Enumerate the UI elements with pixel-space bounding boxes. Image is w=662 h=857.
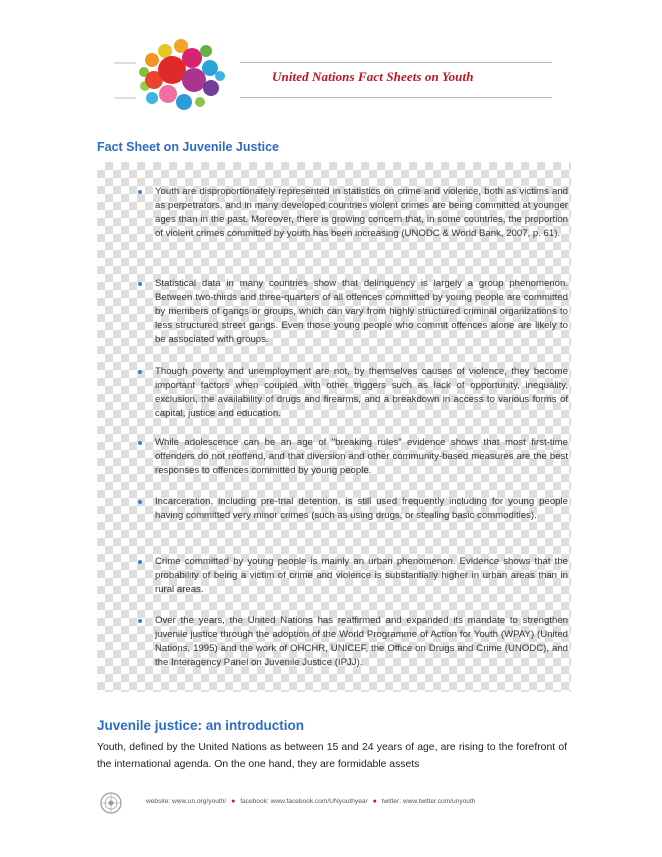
fact-box [97,162,571,692]
fact-text: Though poverty and unemployment are not, by themselves causes of violence, they become important factors when coupled with other triggers such as lack of opportunity, inequality, exclusion, the availability of drugs and firearms, and a breakdown in access to various forms of capital, justice and education. [155,366,568,419]
section-heading-intro: Juvenile justice: an introduction [97,718,305,733]
fact-text: While adolescence can be an age of "breaking rules" evidence shows that most first-time offenders do not reoffend, and that diversion and other community-based measures are the best responses to offences committed by young people. [155,437,568,476]
twitter-link[interactable]: twitter: www.twitter.com/unyouth [381,798,476,805]
fact-text: Youth are disproportionately represented in statistics on crime and violence, both as victims and as perpetrators, and in many developed countries violent crimes are being committed at younger ages than in the past. Moreover, there is growing concern that, in some countries, the proportion of violent crimes committed by youth has been increasing (UNODC & World Bank, 2007, p. 61). [155,186,568,239]
fact-bullet [155,495,568,523]
fact-bullet [155,185,568,241]
header-rule-top [240,62,552,63]
header-title: United Nations Fact Sheets on Youth [272,69,474,84]
un-emblem-icon [100,792,122,814]
page-footer [100,792,570,816]
un-youth-logo [114,36,238,116]
fact-bullet [155,277,568,347]
facebook-link[interactable]: facebook: www.facebook.com/UNyouthyear [240,798,368,805]
bullet-dot-icon [138,370,142,374]
fact-bullet [155,436,568,478]
bullet-dot-icon [138,619,142,623]
fact-sheet-title: Fact Sheet on Juvenile Justice [97,140,280,154]
bullet-dot-icon [138,500,142,504]
bullet-dot-icon [138,441,142,445]
intro-paragraph: Youth, defined by the United Nations as between 15 and 24 years of age, are rising to the forefront of the international agenda. On the one hand, they are formidable assets [97,742,567,770]
fact-text: Incarceration, including pre-trial detention, is still used frequently including for young people having committed very minor crimes (such as using drugs, or stealing basic commodities). [155,496,568,521]
bullet-dot-icon [138,282,142,286]
fact-bullet [155,555,568,597]
fact-text: Statistical data in many countries show that delinquency is largely a group phenomenon. Between two-thirds and three-quarters of all offences committed by young people are committed by members of gangs or groups, which can vary from highly structured criminal organizations to less structured street gangs. Even those young people who commit offences alone are likely to be associated with groups. [155,278,568,345]
separator-dot-icon: ● [231,798,236,805]
header-rule-bottom [240,97,552,98]
website-link[interactable]: website: www.un.org/youth/ [146,798,227,805]
fact-text: Over the years, the United Nations has reaffirmed and expanded its mandate to strengthen juvenile justice through the adoption of the World Programme of Action for Youth (WPAY) (United Nations, 1995) and the work of OHCHR, UNICEF, the Office on Drugs and Crime (UNODC), and the Interagency Panel on Juvenile Justice (IPJJ). [155,615,568,668]
fact-bullet [155,614,568,670]
fact-text: Crime committed by young people is mainly an urban phenomenon. Evidence shows that the probability of being a victim of crime and violence is substantially higher in urban areas than in rural areas. [155,556,568,595]
bullet-dot-icon [138,190,142,194]
separator-dot-icon: ● [372,798,377,805]
fact-bullet [155,365,568,421]
footer-links [146,798,475,805]
bullet-dot-icon [138,560,142,564]
